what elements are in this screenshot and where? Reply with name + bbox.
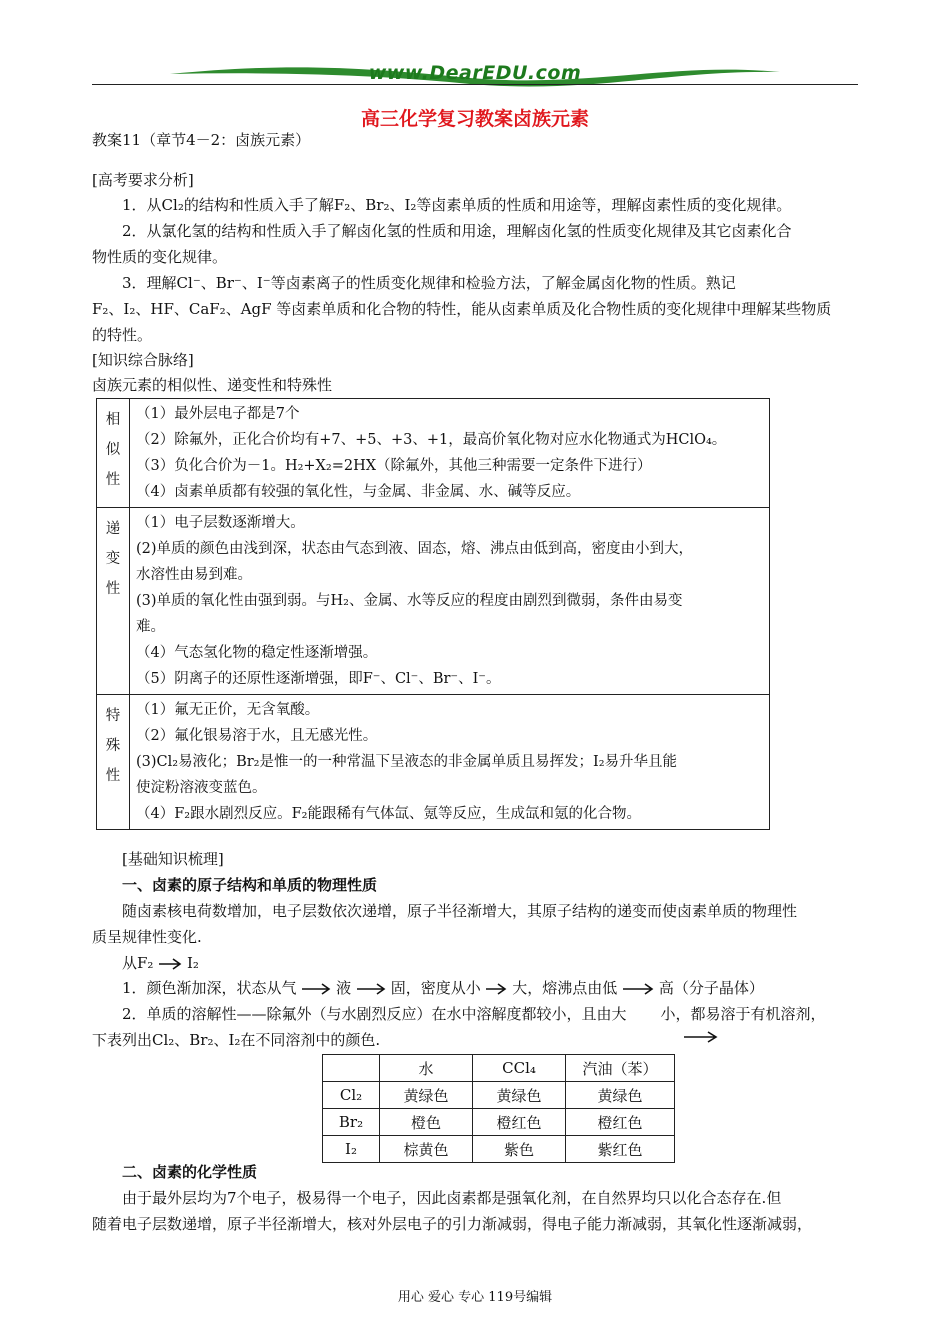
arrow-right-icon [485, 983, 507, 995]
arrow-right-icon [301, 983, 331, 995]
page-title: 高三化学复习教案卤族元素 [360, 108, 589, 130]
property-line-1 [122, 976, 862, 1000]
table-row [323, 1109, 675, 1136]
header-rule [92, 84, 858, 85]
table-row [323, 1082, 675, 1109]
text-segment: 液 [336, 979, 352, 997]
text-segment: 固，密度从小 [390, 979, 481, 997]
para-1b: 质呈规律性变化. [92, 928, 202, 946]
solvent-color-table [322, 1054, 675, 1163]
table-cell: Br₂ [323, 1109, 380, 1136]
table-header: 汽油（苯） [566, 1055, 675, 1082]
text-segment: 大，熔沸点由低 [512, 979, 618, 997]
table-header: CCl₄ [473, 1055, 566, 1082]
halogen-properties-table [96, 398, 770, 830]
table-cell: I₂ [323, 1136, 380, 1163]
table-cell: 橙红色 [566, 1109, 675, 1136]
table-cell: 黄绿色 [473, 1082, 566, 1109]
table-row [97, 695, 770, 830]
property-line-3: 下表列出Cl₂、Br₂、I₂在不同溶剂中的颜色. [92, 1031, 381, 1049]
req-line-1: 1．从Cl₂的结构和性质入手了解F₂、Br₂、I₂等卤素单质的性质和用途等，理解卤素性质的变化规律。 [122, 196, 792, 214]
section3-heading: [基础知识梳理] [122, 850, 224, 868]
list-item: （5）阴离子的还原性逐渐增强，即F⁻、Cl⁻、Br⁻、I⁻。 [136, 671, 501, 687]
list-item: (3)单质的氧化性由强到弱。与H₂、金属、水等反应的程度由剧烈到微弱，条件由易变 [136, 593, 683, 609]
table-cell: 黄绿色 [566, 1082, 675, 1109]
table-cell: 紫色 [473, 1136, 566, 1163]
para-2a: 由于最外层均为7个电子，极易得一个电子，因此卤素都是强氧化剂，在自然界均只以化合态存在.但 [122, 1189, 782, 1207]
list-item: 难。 [136, 619, 165, 635]
para-1a: 随卤素核电荷数增加，电子层数依次递增，原子半径渐增大，其原子结构的递变而使卤素单质的物理性 [122, 902, 798, 920]
table-row [323, 1136, 675, 1163]
req-line-3c: 的特性。 [92, 326, 153, 344]
list-item: (3)Cl₂易液化；Br₂是惟一的一种常温下呈液态的非金属单质且易挥发；I₂易升华且能 [136, 754, 678, 770]
list-item: （3）负化合价为－1。H₂+X₂=2HX（除氟外，其他三种需要一定条件下进行） [136, 458, 652, 474]
list-item: 水溶性由易到难。 [136, 567, 252, 583]
req-line-2: 2．从氯化氢的结构和性质入手了解卤化氢的性质和用途，理解卤化氢的性质变化规律及其它卤素化合 [122, 222, 792, 240]
list-item: （4）F₂跟水剧烈反应。F₂能跟稀有气体氙、氪等反应，生成氙和氪的化合物。 [136, 806, 641, 822]
list-item: （4）气态氢化物的稳定性逐渐增强。 [136, 645, 378, 661]
table-cell: 橙色 [380, 1109, 473, 1136]
table-row [97, 508, 770, 695]
row-content [130, 508, 770, 695]
table-row [323, 1055, 675, 1082]
text-segment: 小，都易溶于有机溶剂， [660, 1005, 826, 1023]
text-segment: 1．颜色渐加深，状态从气 [122, 979, 297, 997]
section3-sub2: 二、卤素的化学性质 [122, 1163, 258, 1181]
subtitle: 教案11（章节4－2：卤族元素） [92, 131, 311, 149]
list-item: （4）卤素单质都有较强的氧化性，与金属、非金属、水、碱等反应。 [136, 484, 581, 500]
list-item: (2)单质的颜色由浅到深，状态由气态到液、固态，熔、沸点由低到高，密度由小到大， [136, 541, 694, 557]
from-start: 从F₂ [122, 954, 154, 972]
list-item: （2）氟化银易溶于水，且无感光性。 [136, 728, 378, 744]
section2-caption: 卤族元素的相似性、递变性和特殊性 [92, 376, 333, 394]
table-header [323, 1055, 380, 1082]
req-line-3: 3．理解Cl⁻、Br⁻、I⁻等卤素离子的性质变化规律和检验方法，了解金属卤化物的性质。熟记 [122, 274, 736, 292]
table-cell: 黄绿色 [380, 1082, 473, 1109]
text-segment: 2．单质的溶解性——除氟外（与水剧烈反应）在水中溶解度都较小，且由大 [122, 1005, 627, 1023]
row-label-gradation: 递 变 性 [97, 508, 130, 695]
row-label-similarity: 相 似 性 [97, 399, 130, 508]
req-line-3b: F₂、I₂、HF、CaF₂、AgF 等卤素单质和化合物的特性，能从卤素单质及化合物性质的变化规律中理解某些物质 [92, 300, 832, 318]
table-row [97, 399, 770, 508]
row-content [130, 695, 770, 830]
list-item: （2）除氟外，正化合价均有+7、+5、+3、+1，最高价氧化物对应水化物通式为HClO₄。 [136, 432, 727, 448]
table-cell: 棕黄色 [380, 1136, 473, 1163]
list-item: （1）电子层数逐渐增大。 [136, 515, 305, 531]
from-end: I₂ [186, 954, 199, 972]
table-header: 水 [380, 1055, 473, 1082]
table-cell: Cl₂ [323, 1082, 380, 1109]
page-footer: 用心 爱心 专心 119号编辑 [397, 1290, 553, 1305]
table-cell: 紫红色 [566, 1136, 675, 1163]
from-line [122, 951, 862, 975]
row-content [130, 399, 770, 508]
section1-heading: [高考要求分析] [92, 171, 194, 189]
arrow-right-icon [622, 983, 654, 995]
arrow-right-icon [356, 983, 386, 995]
list-item: 使淀粉溶液变蓝色。 [136, 780, 267, 796]
table-cell: 橙红色 [473, 1109, 566, 1136]
row-label-specialty: 特 殊 性 [97, 695, 130, 830]
section3-sub1: 一、卤素的原子结构和单质的物理性质 [122, 876, 378, 894]
section2-heading: [知识综合脉络] [92, 351, 194, 369]
property-line-2 [122, 1002, 862, 1026]
logo-text[interactable]: www.DearEDU.com [368, 62, 582, 84]
para-2b: 随着电子层数递增，原子半径渐增大，核对外层电子的引力渐减弱，得电子能力渐减弱，其氧化性逐渐减弱， [92, 1215, 813, 1233]
arrow-right-icon [158, 958, 182, 970]
list-item: （1）最外层电子都是7个 [136, 406, 300, 422]
list-item: （1）氟无正价，无含氧酸。 [136, 702, 320, 718]
req-line-2b: 物性质的变化规律。 [92, 248, 228, 266]
text-segment: 高（分子晶体） [658, 979, 764, 997]
